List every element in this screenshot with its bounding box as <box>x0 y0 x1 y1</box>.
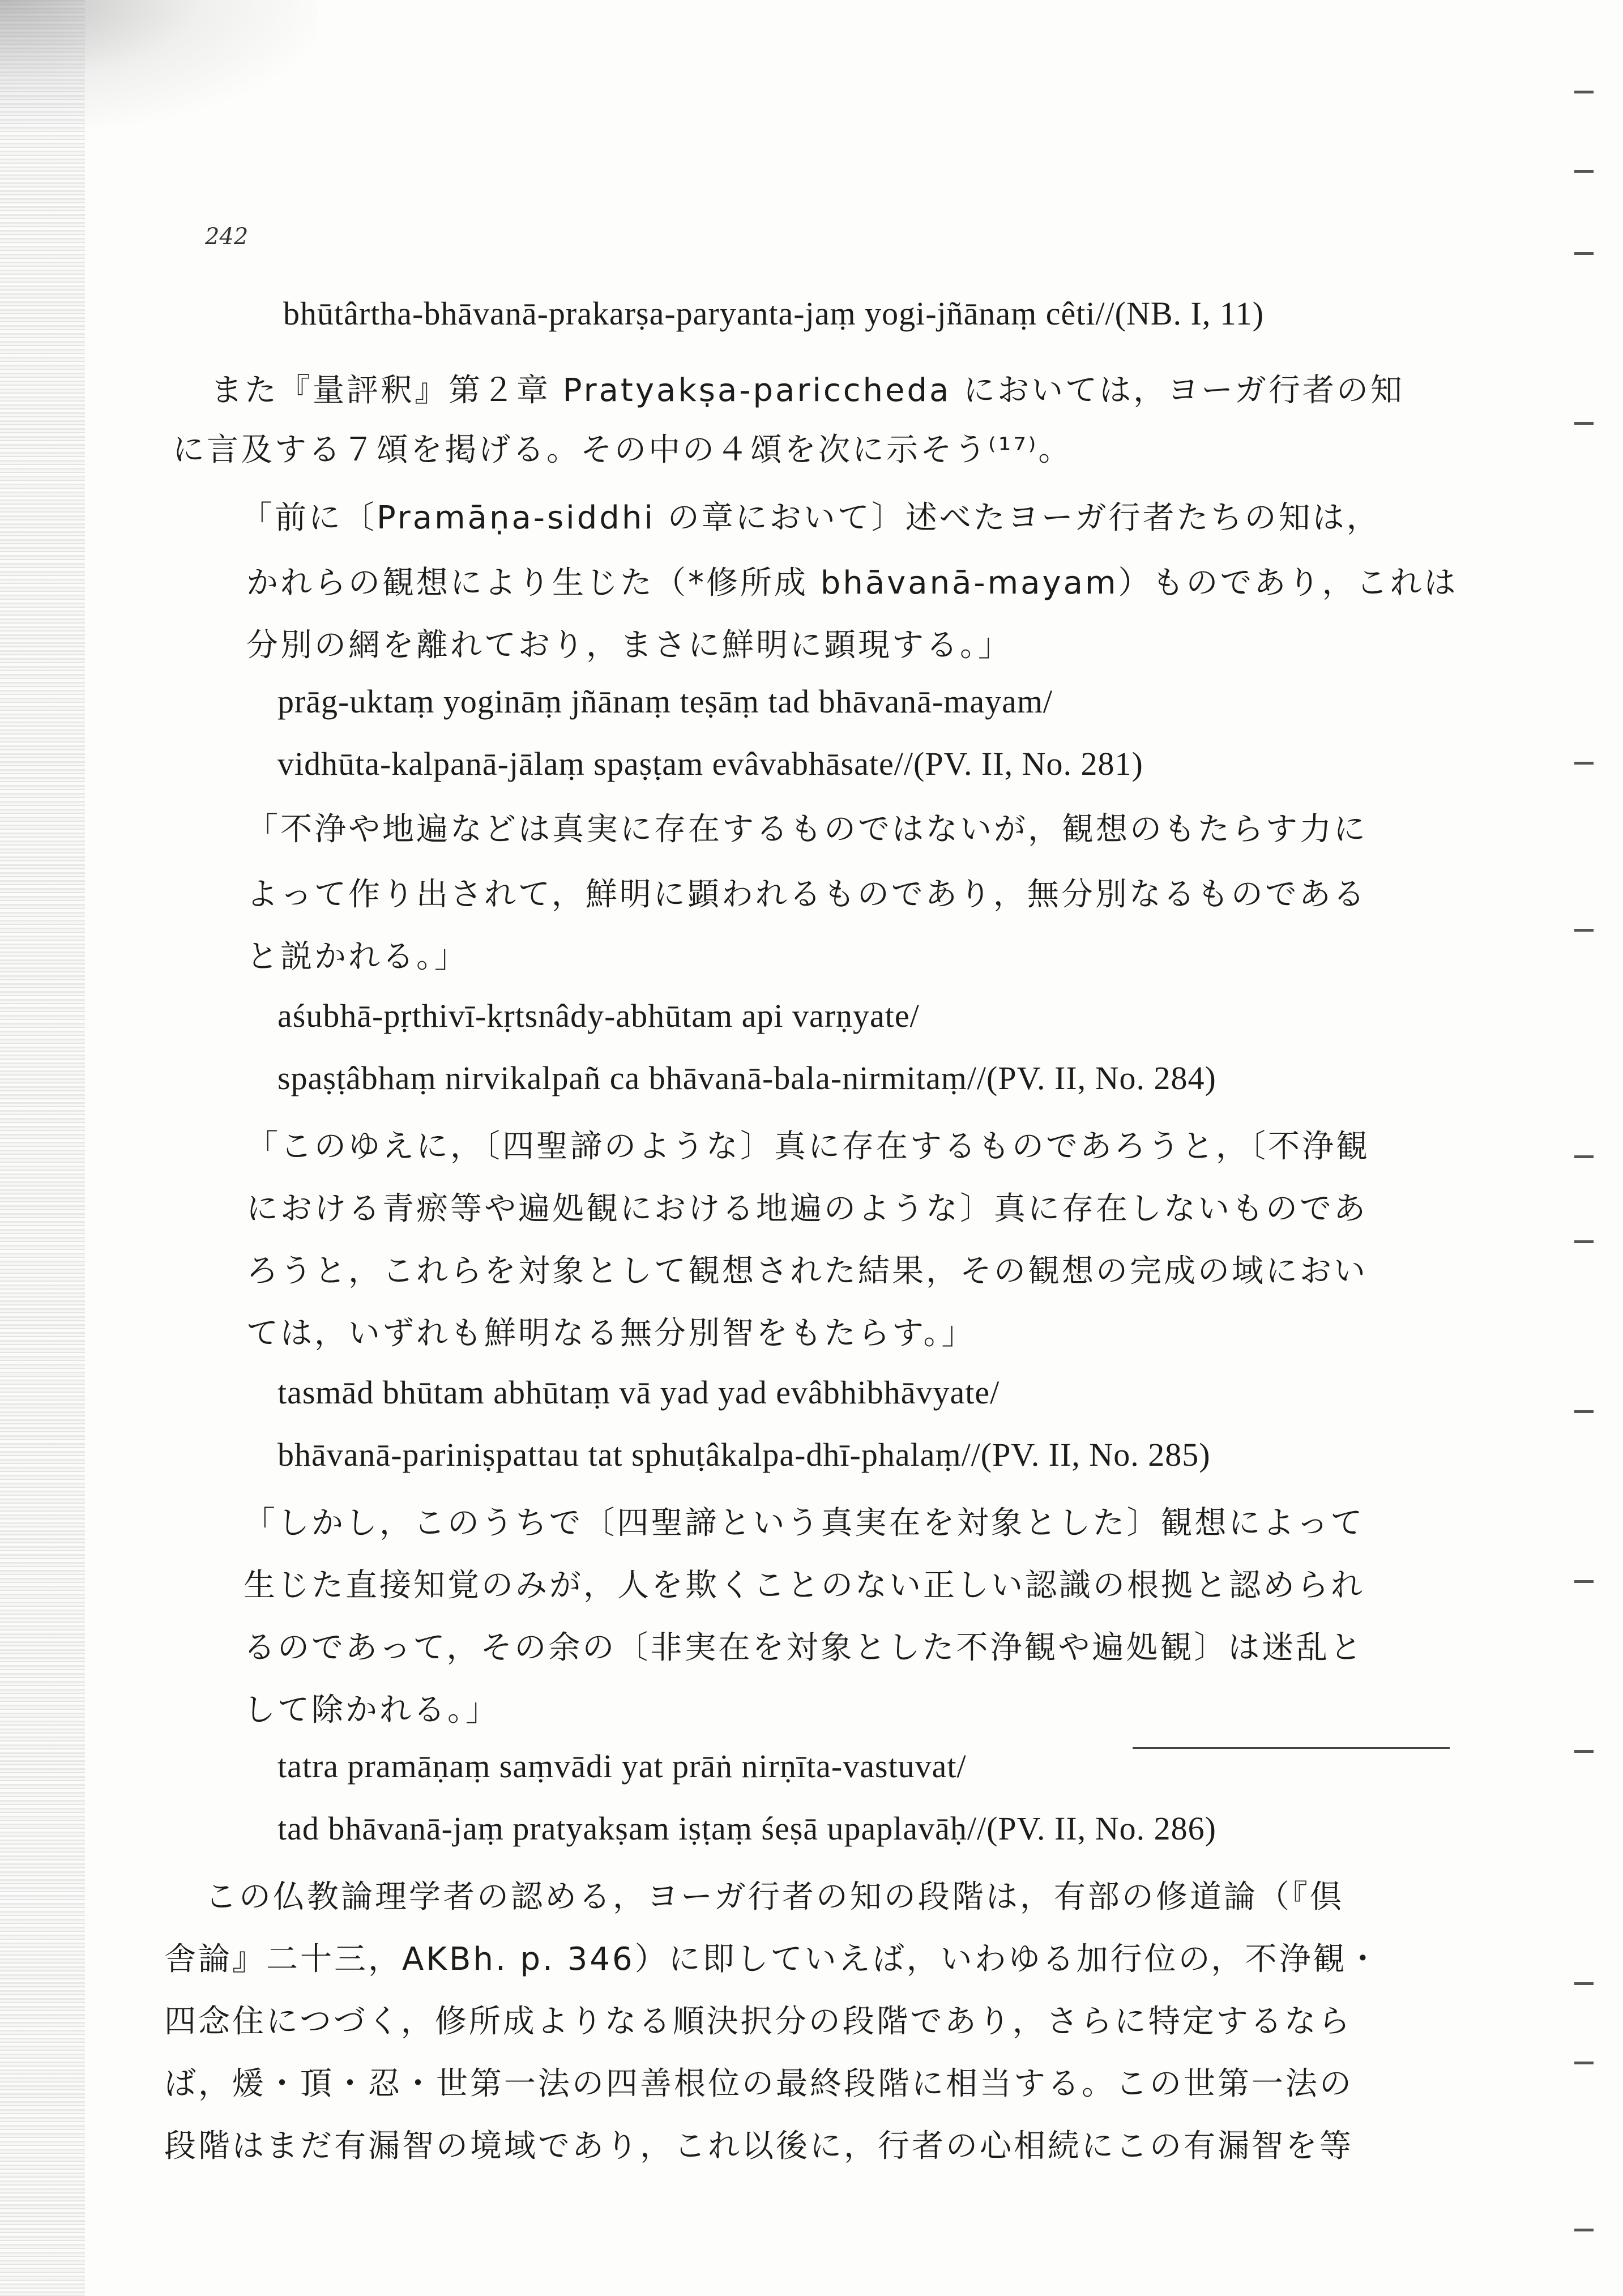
text-line: この仏教論理学者の認める，ヨーガ行者の知の段階は，有部の修道論（『倶 <box>205 1879 1344 1915</box>
text-line: ては，いずれも鮮明なる無分別智をもたらす。」 <box>246 1315 976 1352</box>
text-line: よって作り出されて，鮮明に顕われるものであり，無分別なるものである <box>246 876 1367 913</box>
divider-rule <box>1133 1747 1450 1749</box>
text-line: における青瘀等や遍処観における地遍のような〕真に存在しないものであ <box>246 1190 1368 1227</box>
text-line: tatra pramāṇaṃ saṃvādi yat prāṅ nirṇīta-vastuvat/ <box>277 1748 967 1785</box>
text-line: ば，煖・頂・忍・世第一法の四善根位の最終段階に相当する。この世第一法の <box>164 2065 1353 2102</box>
text-line: aśubhā-pṛthivī-kṛtsnâdy-abhūtam api varṇyate/ <box>277 997 920 1034</box>
text-line: 「このゆえに，〔四聖諦のような〕真に存在するものであろうと，〔不浄観 <box>246 1128 1370 1165</box>
margin-tick-marks <box>1571 0 1594 2296</box>
scan-shadow-edge <box>0 0 85 2296</box>
text-line: 生じた直接知覚のみが，人を欺くことのない正しい認識の根拠と認められ <box>244 1567 1365 1604</box>
text-line: bhāvanā-pariniṣpattau tat sphuṭâkalpa-dhī-phalaṃ//(PV. II, No. 285) <box>277 1436 1211 1473</box>
text-line: vidhūta-kalpanā-jālaṃ spaṣṭam evâvabhāsate//(PV. II, No. 281) <box>277 745 1143 782</box>
text-line: と説かれる。」 <box>246 938 468 975</box>
text-line: かれらの観想により生じた（*修所成 bhāvanā-mayam）ものであり，これは <box>246 565 1458 601</box>
text-line: 舎論』二十三，AKBh. p. 346）に即していえば，いわゆる加行位の，不浄観・ <box>164 1941 1381 1978</box>
text-line: spaṣṭâbhaṃ nirvikalpañ ca bhāvanā-bala-nirmitaṃ//(PV. II, No. 284) <box>277 1060 1216 1096</box>
scan-shadow-corner <box>0 0 317 130</box>
text-line: 段階はまだ有漏智の境域であり，これ以後に，行者の心相続にこの有漏智を等 <box>164 2128 1353 2165</box>
text-line: るのであって，その余の〔非実在を対象とした不浄観や遍処観〕は迷乱と <box>244 1629 1364 1666</box>
text-line: 「不浄や地遍などは真実に存在するものではないが，観想のもたらす力に <box>246 811 1368 848</box>
text-line: 四念住につづく，修所成よりなる順決択分の段階であり，さらに特定するなら <box>164 2003 1352 2040</box>
text-line: 「しかし，このうちで〔四聖諦という真実在を対象とした〕観想によって <box>244 1505 1365 1542</box>
text-line: して除かれる。」 <box>244 1692 499 1729</box>
text-line: tasmād bhūtam abhūtaṃ vā yad yad evâbhibhāvyate/ <box>277 1374 1000 1411</box>
text-line: bhūtârtha-bhāvanā-prakarṣa-paryanta-jaṃ yogi-jñānaṃ cêti//(NB. I, 11) <box>283 295 1265 332</box>
text-line: また『量評釈』第２章 Pratyakṣa-pariccheda においては，ヨーガ行者の知 <box>211 372 1404 409</box>
page-number: 242 <box>205 224 249 250</box>
text-line: ろうと，これらを対象として観想された結果，その観想の完成の域におい <box>246 1253 1368 1290</box>
text-line: tad bhāvanā-jaṃ pratyakṣam iṣṭaṃ śeṣā upaplavāḥ//(PV. II, No. 286) <box>277 1810 1216 1847</box>
text-line: に言及する７頌を掲げる。その中の４頌を次に示そう⁽¹⁷⁾。 <box>173 432 1073 468</box>
text-line: 「前に〔Pramāṇa-siddhi の章において〕述べたヨーガ行者たちの知は， <box>241 500 1381 536</box>
text-line: 分別の網を離れており，まさに鮮明に顕現する。」 <box>246 627 1012 664</box>
text-line: prāg-uktaṃ yogināṃ jñānaṃ teṣāṃ tad bhāvanā-mayam/ <box>277 683 1053 720</box>
